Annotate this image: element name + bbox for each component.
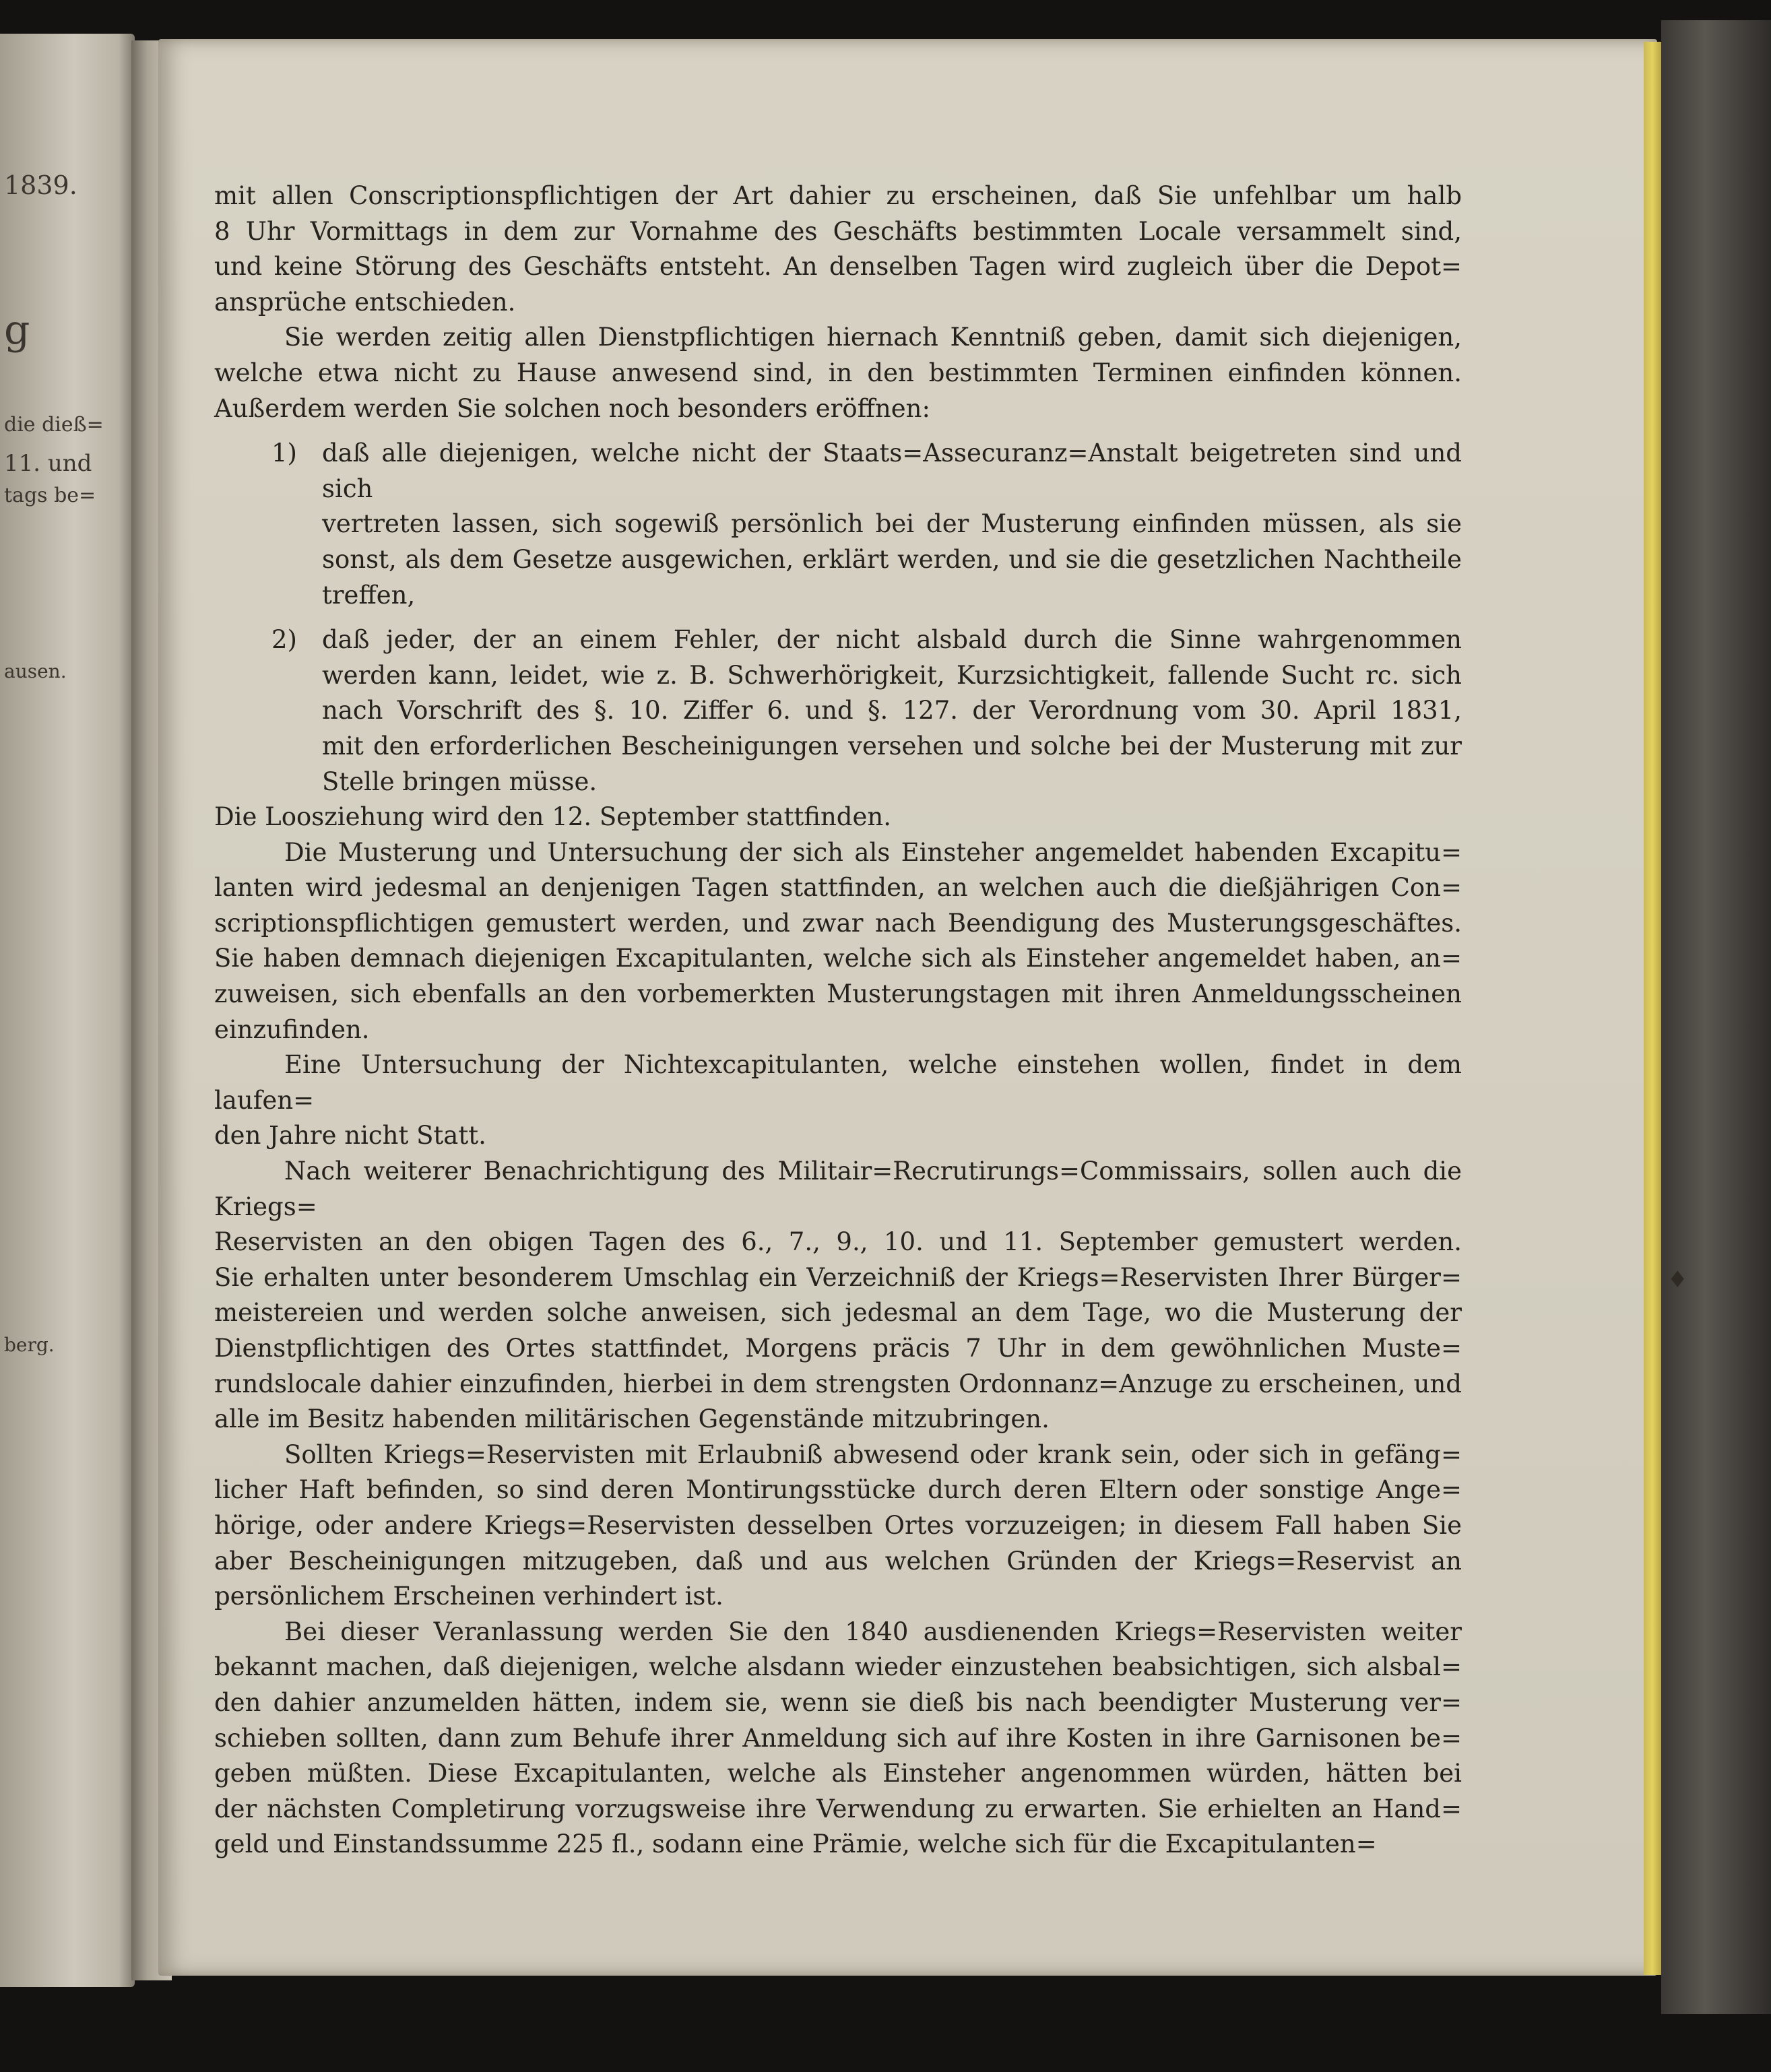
text-line: lanten wird jedesmal an denjenigen Tagen stattfinden, an welchen auch die dießjährigen Con= bbox=[214, 873, 1462, 903]
left-facing-page bbox=[0, 34, 135, 1987]
text-line: mit allen Conscriptionspflichtigen der Art dahier zu erscheinen, daß Sie unfehlbar um halb bbox=[214, 181, 1462, 210]
text-line: mit den erforderlichen Bescheinigungen versehen und solche bei der Musterung mit zur bbox=[322, 731, 1462, 760]
text-line: den dahier anzumelden hätten, indem sie, wenn sie dieß bis nach beendigter Musterung ver= bbox=[214, 1687, 1462, 1717]
book-cover bbox=[1661, 20, 1771, 2014]
text-line: werden kann, leidet, wie z. B. Schwerhörigkeit, Kurzsichtigkeit, fallende Sucht rc. sich bbox=[322, 660, 1462, 690]
text-line: und keine Störung des Geschäfts entsteht. An denselben Tagen wird zugleich über die Depot= bbox=[214, 252, 1462, 282]
text-line: Außerdem werden Sie solchen noch besonders eröffnen: bbox=[214, 393, 930, 423]
text-line: Bei dieser Veranlassung werden Sie den 1840 ausdienenden Kriegs=Reservisten weiter bbox=[284, 1617, 1462, 1646]
text-line: rundslocale dahier einzufinden, hierbei in dem strengsten Ordonnanz=Anzuge zu erscheinen, und bbox=[214, 1369, 1462, 1398]
left-page-fragment: die dieß= bbox=[4, 413, 104, 436]
text-line: einzufinden. bbox=[214, 1014, 370, 1044]
text-line: vertreten lassen, sich sogewiß persönlich bei der Musterung einfinden müssen, als sie bbox=[322, 509, 1462, 539]
gilt-page-edge bbox=[1644, 42, 1661, 1975]
text-line: Die Loosziehung wird den 12. September stattfinden. bbox=[214, 802, 891, 832]
document-body bbox=[214, 179, 1462, 1863]
text-line: Dienstpflichtigen des Ortes stattfindet, Morgens präcis 7 Uhr in dem gewöhnlichen Muste= bbox=[214, 1334, 1462, 1363]
text-line: Die Musterung und Untersuchung der sich als Einsteher angemeldet habenden Excapitu= bbox=[284, 837, 1462, 867]
list-number: 2) bbox=[271, 625, 297, 655]
text-line: Eine Untersuchung der Nichtexcapitulanten, welche einstehen wollen, findet in dem laufen= bbox=[214, 1050, 1462, 1115]
text-line: Reservisten an den obigen Tagen des 6., 7., 9., 10. und 11. September gemustert werden. bbox=[214, 1227, 1462, 1257]
text-line: meistereien und werden solche anweisen, sich jedesmal an dem Tage, wo die Musterung der bbox=[214, 1298, 1462, 1328]
list-item-2 bbox=[214, 622, 1462, 658]
left-page-fragment: 11. und bbox=[4, 450, 92, 477]
left-page-fragment: tags be= bbox=[4, 484, 96, 507]
text-line: scriptionspflichtigen gemustert werden, und zwar nach Beendigung des Musterungsgeschäftes. bbox=[214, 908, 1462, 938]
text-line: treffen, bbox=[322, 580, 416, 610]
left-page-fragment: g bbox=[4, 306, 30, 354]
text-line: Sie werden zeitig allen Dienstpflichtigen hiernach Kenntniß geben, damit sich diejenigen, bbox=[284, 323, 1462, 352]
text-line: hörige, oder andere Kriegs=Reservisten desselben Ortes vorzuzeigen; in diesem Fall haben Sie bbox=[214, 1510, 1462, 1540]
text-line: der nächsten Completirung vorzugsweise ihre Verwendung zu erwarten. Sie erhielten an Hand= bbox=[214, 1794, 1462, 1823]
left-page-year: 1839. bbox=[4, 170, 77, 200]
text-line: Nach weiterer Benachrichtigung des Militair=Recrutirungs=Commissairs, sollen auch die Kriegs= bbox=[214, 1157, 1462, 1221]
text-line: Sie haben demnach diejenigen Excapitulanten, welche sich als Einsteher angemeldet haben, an= bbox=[214, 944, 1462, 973]
text-line: daß alle diejenigen, welche nicht der Staats=Assecuranz=Anstalt beigetreten sind und sich bbox=[322, 439, 1462, 503]
text-line: bekannt machen, daß diejenigen, welche alsdann wieder einzustehen beabsichtigen, sich alsbal= bbox=[214, 1652, 1462, 1682]
text-line: nach Vorschrift des §. 10. Ziffer 6. und §. 127. der Verordnung vom 30. April 1831, bbox=[322, 696, 1462, 725]
text-line: Stelle bringen müsse. bbox=[322, 767, 598, 796]
text-line: welche etwa nicht zu Hause anwesend sind, in den bestimmten Terminen einfinden können. bbox=[214, 358, 1462, 387]
list-item-1 bbox=[214, 436, 1462, 507]
text-line: aber Bescheinigungen mitzugeben, daß und aus welchen Gründen der Kriegs=Reservist an bbox=[214, 1546, 1462, 1576]
text-line: den Jahre nicht Statt. bbox=[214, 1121, 486, 1151]
text-line: geld und Einstandssumme 225 fl., sodann eine Prämie, welche sich für die Excapitulanten= bbox=[214, 1830, 1377, 1859]
text-line: schieben sollten, dann zum Behufe ihrer Anmeldung sich auf ihre Kosten in ihre Garnisonen be= bbox=[214, 1723, 1462, 1753]
text-line: licher Haft befinden, so sind deren Montirungsstücke durch deren Eltern oder sonstige Ange= bbox=[214, 1475, 1462, 1505]
text-line: persönlichem Erscheinen verhindert ist. bbox=[214, 1582, 723, 1611]
text-line: 8 Uhr Vormittags in dem zur Vornahme des Geschäfts bestimmten Locale versammelt sind, bbox=[214, 216, 1462, 246]
binding-mark-icon: ♦ bbox=[1667, 1266, 1688, 1293]
text-line: geben müßten. Diese Excapitulanten, welche als Einsteher angenommen würden, hätten bei bbox=[214, 1759, 1462, 1788]
text-line: daß jeder, der an einem Fehler, der nicht alsbald durch die Sinne wahrgenommen bbox=[322, 625, 1462, 655]
left-page-fragment: ausen. bbox=[4, 660, 67, 682]
text-line: sonst, als dem Gesetze ausgewichen, erklärt werden, und sie die gesetzlichen Nachtheile bbox=[322, 544, 1462, 574]
text-line: zuweisen, sich ebenfalls an den vorbemerkten Musterungstagen mit ihren Anmeldungsscheinen bbox=[214, 979, 1462, 1009]
list-number: 1) bbox=[271, 439, 297, 468]
text-line: Sollten Kriegs=Reservisten mit Erlaubniß abwesend oder krank sein, oder sich in gefäng= bbox=[284, 1439, 1462, 1469]
text-line: Sie erhalten unter besonderem Umschlag ein Verzeichniß der Kriegs=Reservisten Ihrer Bürger= bbox=[214, 1262, 1462, 1292]
text-line: ansprüche entschieden. bbox=[214, 287, 516, 317]
text-line: alle im Besitz habenden militärischen Gegenstände mitzubringen. bbox=[214, 1404, 1050, 1434]
left-page-fragment: berg. bbox=[4, 1334, 55, 1356]
